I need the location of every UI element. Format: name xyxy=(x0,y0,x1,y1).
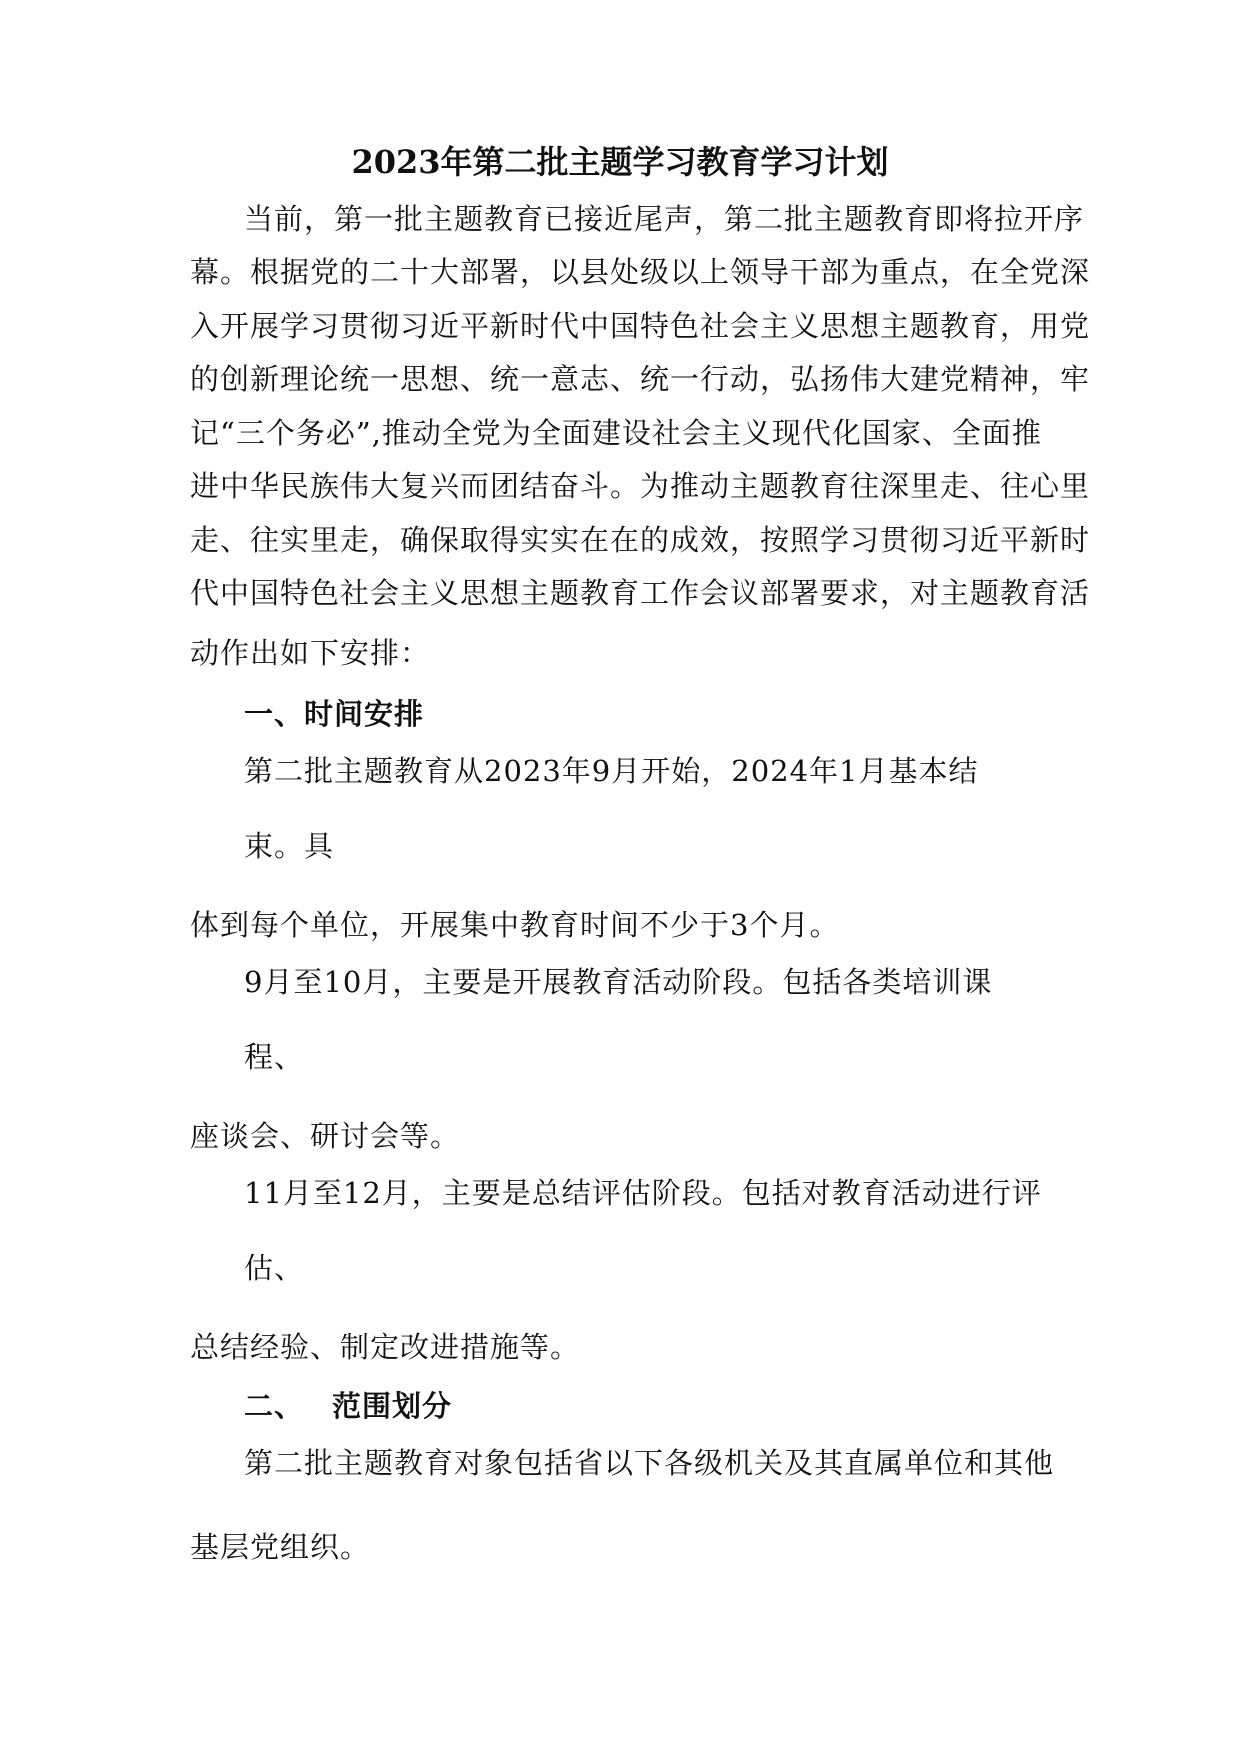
document-title: 2023年第二批主题学习教育学习计划 xyxy=(351,143,889,181)
section-heading-scope xyxy=(244,1386,452,1426)
body-line: 9月至10月，主要是开展教育活动阶段。包括各类培训课 xyxy=(244,965,993,999)
section-heading-number: 二、 xyxy=(244,1389,305,1423)
section-heading-time: 一、时间安排 xyxy=(244,697,425,731)
body-line: 基层党组织。 xyxy=(190,1530,371,1564)
body-line: 第二批主题教育对象包括省以下各级机关及其直属单位和其他 xyxy=(244,1446,1055,1480)
body-line: 程、 xyxy=(244,1040,305,1074)
intro-line: 走、往实里走，确保取得实实在在的成效，按照学习贯彻习近平新时 xyxy=(190,523,1091,557)
intro-line: 记“三个务必”,推动全党为全面建设社会主义现代化国家、全面推 xyxy=(190,416,1042,450)
intro-line: 动作出如下安排： xyxy=(190,636,431,670)
body-line: 第二批主题教育从2023年9月开始，2024年1月基本结 xyxy=(244,754,979,788)
body-line: 束。具 xyxy=(244,829,335,863)
body-line: 11月至12月，主要是总结评估阶段。包括对教育活动进行评 xyxy=(244,1176,1042,1210)
section-heading-text: 范围划分 xyxy=(332,1389,453,1423)
intro-line: 当前，第一批主题教育已接近尾声，第二批主题教育即将拉开序 xyxy=(244,202,1085,236)
intro-line: 幕。根据党的二十大部署，以县处级以上领导干部为重点，在全党深 xyxy=(190,255,1091,289)
body-line: 总结经验、制定改进措施等。 xyxy=(190,1330,581,1364)
body-line: 估、 xyxy=(244,1251,305,1285)
intro-line: 代中国特色社会主义思想主题教育工作会议部署要求，对主题教育活 xyxy=(190,576,1091,610)
intro-line: 进中华民族伟大复兴而团结奋斗。为推动主题教育往深里走、往心里 xyxy=(190,469,1091,503)
intro-line: 的创新理论统一思想、统一意志、统一行动，弘扬伟大建党精神，牢 xyxy=(190,362,1091,396)
body-line: 体到每个单位，开展集中教育时间不少于3个月。 xyxy=(190,908,840,942)
intro-line: 入开展学习贯彻习近平新时代中国特色社会主义思想主题教育，用党 xyxy=(190,309,1091,343)
body-line: 座谈会、研讨会等。 xyxy=(190,1119,461,1153)
